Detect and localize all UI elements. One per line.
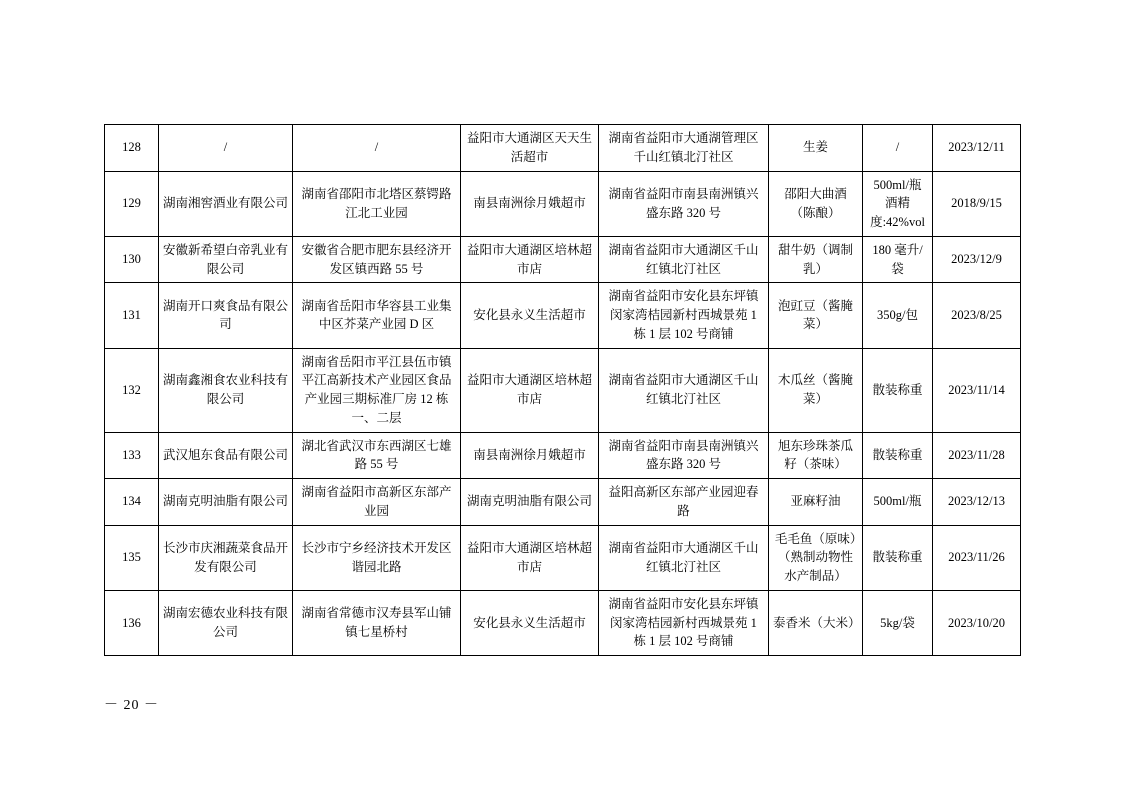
inspection-table [104, 124, 1021, 656]
cell-sample-name: 甜牛奶（调制乳） [769, 236, 863, 283]
cell-production-date: 2023/11/26 [933, 525, 1021, 590]
cell-sample-name: 木瓜丝（酱腌菜） [769, 348, 863, 432]
cell-production-date: 2023/12/11 [933, 125, 1021, 172]
cell-producer-name: 安徽新希望白帝乳业有限公司 [159, 236, 293, 283]
cell-sampled-unit: 益阳市大通湖区培林超市店 [461, 348, 599, 432]
cell-sampled-address: 湖南省益阳市大通湖区千山红镇北汀社区 [599, 525, 769, 590]
cell-sampled-unit: 南县南洲徐月娥超市 [461, 432, 599, 479]
cell-producer-name: 长沙市庆湘蔬菜食品开发有限公司 [159, 525, 293, 590]
cell-production-date: 2018/9/15 [933, 171, 1021, 236]
cell-sampled-unit: 安化县永义生活超市 [461, 590, 599, 655]
cell-spec: 5kg/袋 [863, 590, 933, 655]
cell-spec: 350g/包 [863, 283, 933, 348]
cell-index: 129 [105, 171, 159, 236]
cell-index: 134 [105, 479, 159, 526]
cell-index: 133 [105, 432, 159, 479]
cell-producer-address: 安徽省合肥市肥东县经济开发区镇西路 55 号 [293, 236, 461, 283]
cell-producer-name: 湖南鑫湘食农业科技有限公司 [159, 348, 293, 432]
cell-sampled-unit: 益阳市大通湖区天天生活超市 [461, 125, 599, 172]
cell-production-date: 2023/12/9 [933, 236, 1021, 283]
cell-spec: / [863, 125, 933, 172]
cell-spec: 180 毫升/袋 [863, 236, 933, 283]
cell-index: 130 [105, 236, 159, 283]
cell-sample-name: 旭东珍珠茶瓜籽（茶味） [769, 432, 863, 479]
cell-sampled-unit: 南县南洲徐月娥超市 [461, 171, 599, 236]
cell-sampled-unit: 益阳市大通湖区培林超市店 [461, 236, 599, 283]
table-body [105, 125, 1021, 656]
cell-production-date: 2023/11/14 [933, 348, 1021, 432]
cell-production-date: 2023/12/13 [933, 479, 1021, 526]
page-number: － 20 － [104, 698, 159, 713]
cell-production-date: 2023/10/20 [933, 590, 1021, 655]
cell-index: 132 [105, 348, 159, 432]
cell-spec: 散装称重 [863, 432, 933, 479]
cell-spec: 500ml/瓶 [863, 479, 933, 526]
table-row [105, 236, 1021, 283]
cell-producer-address: 湖南省岳阳市平江县伍市镇平江高新技术产业园区食品产业园三期标准厂房 12 栋一、二层 [293, 348, 461, 432]
cell-sampled-address: 湖南省益阳市安化县东坪镇闵家湾桔园新村西城景苑 1 栋 1 层 102 号商铺 [599, 283, 769, 348]
cell-sampled-unit: 安化县永义生活超市 [461, 283, 599, 348]
cell-sampled-address: 湖南省益阳市安化县东坪镇闵家湾桔园新村西城景苑 1 栋 1 层 102 号商铺 [599, 590, 769, 655]
cell-producer-name: 武汉旭东食品有限公司 [159, 432, 293, 479]
table-row [105, 479, 1021, 526]
table-row [105, 590, 1021, 655]
cell-index: 128 [105, 125, 159, 172]
cell-sample-name: 泡豇豆（酱腌菜） [769, 283, 863, 348]
table-row [105, 348, 1021, 432]
table-row [105, 525, 1021, 590]
cell-producer-address: / [293, 125, 461, 172]
cell-sample-name: 泰香米（大米） [769, 590, 863, 655]
cell-sampled-address: 益阳高新区东部产业园迎春路 [599, 479, 769, 526]
cell-producer-address: 湖南省岳阳市华容县工业集中区芥菜产业园 D 区 [293, 283, 461, 348]
cell-sampled-unit: 湖南克明油脂有限公司 [461, 479, 599, 526]
cell-sample-name: 毛毛鱼（原味）（熟制动物性水产制品） [769, 525, 863, 590]
cell-production-date: 2023/8/25 [933, 283, 1021, 348]
table-row [105, 171, 1021, 236]
cell-sampled-address: 湖南省益阳市南县南洲镇兴盛东路 320 号 [599, 432, 769, 479]
table-row [105, 125, 1021, 172]
inspection-table-container [104, 124, 1020, 656]
cell-producer-name: 湖南湘窖酒业有限公司 [159, 171, 293, 236]
cell-producer-address: 湖北省武汉市东西湖区七雄路 55 号 [293, 432, 461, 479]
cell-sample-name: 亚麻籽油 [769, 479, 863, 526]
cell-producer-name: 湖南宏德农业科技有限公司 [159, 590, 293, 655]
cell-producer-address: 湖南省常德市汉寿县军山铺镇七星桥村 [293, 590, 461, 655]
cell-spec: 散装称重 [863, 348, 933, 432]
cell-sample-name: 邵阳大曲酒（陈酿） [769, 171, 863, 236]
table-row [105, 283, 1021, 348]
cell-spec: 500ml/瓶 酒精度:42%vol [863, 171, 933, 236]
cell-sampled-address: 湖南省益阳市大通湖区千山红镇北汀社区 [599, 236, 769, 283]
cell-production-date: 2023/11/28 [933, 432, 1021, 479]
table-row [105, 432, 1021, 479]
cell-index: 135 [105, 525, 159, 590]
cell-spec: 散装称重 [863, 525, 933, 590]
cell-producer-name: 湖南克明油脂有限公司 [159, 479, 293, 526]
cell-sampled-address: 湖南省益阳市南县南洲镇兴盛东路 320 号 [599, 171, 769, 236]
cell-index: 131 [105, 283, 159, 348]
cell-producer-name: / [159, 125, 293, 172]
cell-producer-address: 湖南省邵阳市北塔区蔡锷路江北工业园 [293, 171, 461, 236]
cell-sampled-address: 湖南省益阳市大通湖管理区千山红镇北汀社区 [599, 125, 769, 172]
cell-producer-address: 湖南省益阳市高新区东部产业园 [293, 479, 461, 526]
cell-sampled-unit: 益阳市大通湖区培林超市店 [461, 525, 599, 590]
cell-producer-address: 长沙市宁乡经济技术开发区谐园北路 [293, 525, 461, 590]
cell-sampled-address: 湖南省益阳市大通湖区千山红镇北汀社区 [599, 348, 769, 432]
cell-producer-name: 湖南开口爽食品有限公司 [159, 283, 293, 348]
cell-sample-name: 生姜 [769, 125, 863, 172]
cell-index: 136 [105, 590, 159, 655]
